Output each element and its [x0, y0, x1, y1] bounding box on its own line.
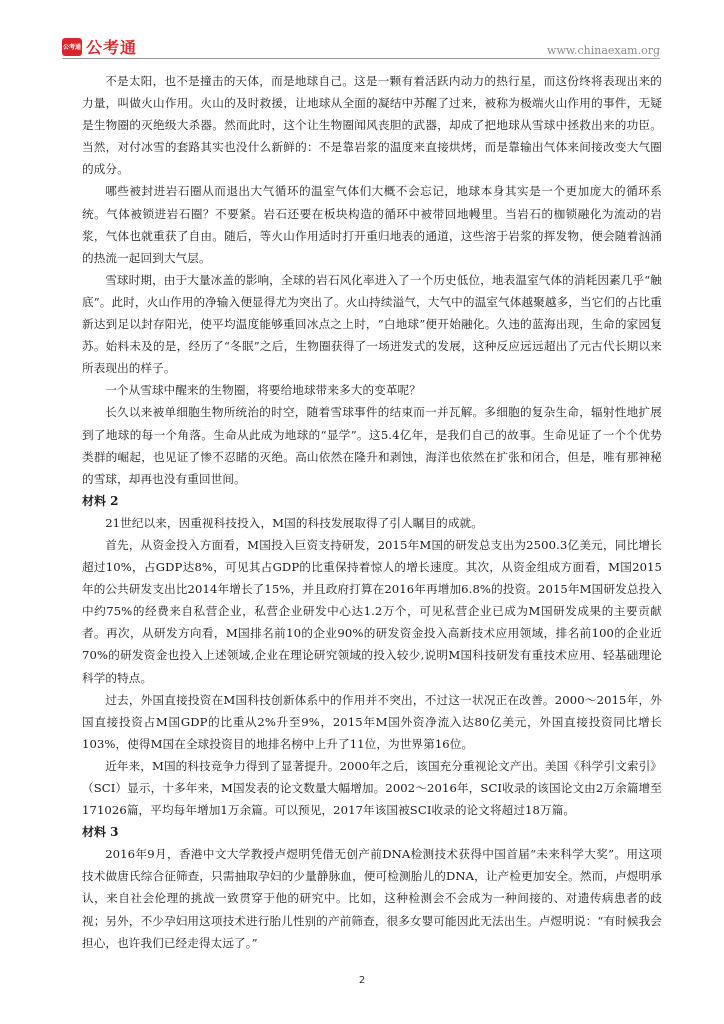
header-divider — [62, 58, 660, 59]
material-2-heading: 材料 2 — [82, 493, 119, 508]
paragraph: 首先，从资金投入方面看，M国投入巨资支持研发，2015年M国的研发总支出为2500.3亿美元，同比增长超过10%，占GDP达8%，可见其占GDP的比重保持着惊人的增长速度。其次，从资金组成方面看，M国2015年的公共研发支出比2014年增长了15%，并且政府打算在2016年再增加6.8%的投资。2015年M国研发总投入中约75%的经费来自私营企业，私营企业研发中心达1.2万个，可见私营企业已成为M国研发成果的主要贡献者。再次，从研发方向看，M国排名前10的企业90%的研发资金投入高新技术应用领域，排名前100的企业近70%的研发资金也投入上述领域,企业在理论研究领域的投入较少,说明M国科技研发有重技术应用、轻基础理论科学的特点。 — [82, 537, 662, 685]
paragraph: 长久以来被单细胞生物所统治的时空，随着雪球事件的结束而一并瓦解。多细胞的复杂生命，辐射性地扩展到了地球的每一个角落。生命从此成为地球的“显学”。这5.4亿年，是我们自己的故事。生命见证了一个个优势类群的崛起，也见证了惨不忍睹的灭绝。高山依然在隆升和剥蚀，海洋也依然在扩张和闭合，但是，唯有那神秘的雪球，却再也没有重回世间。 — [82, 405, 662, 486]
paragraph: 一个从雪球中醒来的生物圈，将要给地球带来多大的变革呢？ — [105, 383, 421, 398]
document-body — [82, 70, 662, 954]
logo-text: 公考通 — [86, 38, 138, 57]
paragraph: 2016年9月，香港中文大学教授卢煜明凭借无创产前DNA检测技术获得中国首届“未来科学大奖”。用这项技术做唐氏综合征筛查，只需抽取孕妇的少量静脉血，便可检测胎儿的DNA，让产检更加安全。然而，卢煜明承认，来自社会伦理的挑战一致贯穿于他的研究中。比如，这种检测会不会成为一种间接的、对遗传病患者的歧视；另外，不少孕妇用这项技术进行胎儿性别的产前筛查，很多女婴可能因此无法出生。卢煜明说：“有时候我会担心，也许我们已经走得太远了。” — [82, 847, 662, 950]
logo-badge-icon: 公考通 — [62, 38, 82, 56]
brand-logo[interactable] — [62, 35, 137, 58]
site-url[interactable]: www.chinaexam.org — [547, 44, 660, 57]
paragraph: 不是太阳，也不是撞击的天体，而是地球自己。这是一颗有着活跃内动力的热行星，而这份终将表现出来的力量，叫做火山作用。火山的及时救援，让地球从全面的凝结中苏醒了过来，被称为极端火山作用的事件，无疑是生物圈的灭绝级大杀器。然而此时，这个让生物圈闻风丧胆的武器，却成了把地球从雪球中拯救出来的功臣。当然，对付冰雪的套路其实也没什么新鲜的：不是靠岩浆的温度来直接烘烤，而是靠输出气体来间接改变大气圈的成分。 — [82, 74, 662, 177]
material-3-heading: 材料 3 — [82, 825, 119, 840]
paragraph: 21世纪以来，因重视科技投入，M国的科技发展取得了引人瞩目的成就。 — [105, 515, 483, 530]
paragraph: 过去，外国直接投资在M国科技创新体系中的作用并不突出，不过这一状况正在改善。2000～2015年，外国直接投资占M国GDP的比重从2%升至9%，2015年M国外资净流入达80亿美元，外国直接投资同比增长103%，使得M国在全球投资目的地排名榜中上升了11位，为世界第16位。 — [82, 692, 662, 751]
paragraph: 雪球时期，由于大量冰盖的影响，全球的岩石风化率进入了一个历史低位，地表温室气体的消耗因素几乎“触底”。此时，火山作用的净输入便显得尤为突出了。火山持续溢气，大气中的温室气体越聚越多，当它们的占比重新达到足以封存阳光，使平均温度能够重回冰点之上时，“白地球”便开始融化。久违的蓝海出现，生命的家园复苏。始料未及的是，经历了“冬眠”之后，生物圈获得了一场迸发式的发展，这种反应远远超出了元古代长期以来所表现出的样子。 — [82, 272, 662, 376]
page-number: 2 — [358, 975, 366, 986]
page-header — [0, 0, 724, 60]
paragraph: 近年来，M国的科技竞争力得到了显著提升。2000年之后，该国充分重视论文产出。美国《科学引文索引》（SCI）显示，十多年来，M国发表的论文数量大幅增加。2002～2016年，SCI收录的该国论文由2万余篇增至171026篇，平均每年增加1万余篇。可以预见，2017年该国被SCI收录的论文将超过18万篇。 — [82, 758, 662, 818]
paragraph: 哪些被封进岩石圈从而退出大气循环的温室气体们大概不会忘记，地球本身其实是一个更加庞大的循环系统。气体被锁进岩石圈？不要紧。岩石还要在板块构造的循环中被带回地幔里。当岩石的枷锁融化为流动的岩浆，气体也就重获了自由。随后，等火山作用适时打开重归地表的通道，这些溶于岩浆的挥发物，便会随着汹涌的热流一起回到大气层。 — [82, 184, 662, 265]
